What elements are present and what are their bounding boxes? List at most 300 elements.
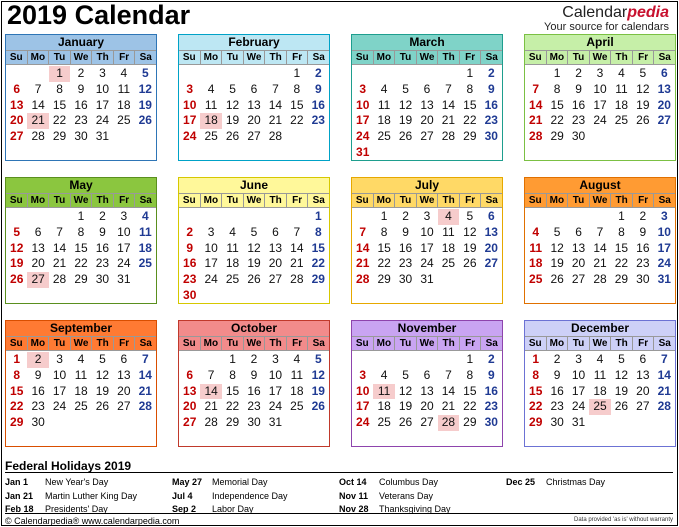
day-cell: 21 [441, 113, 456, 128]
day-cell: 4 [141, 209, 149, 223]
holiday-item [339, 503, 506, 517]
day-cell: 22 [225, 399, 240, 414]
weekday-label: Mo [27, 337, 49, 350]
day-cell: 22 [311, 256, 325, 271]
day-cell: 19 [138, 97, 152, 112]
day-cell: 24 [268, 399, 283, 414]
day-cell: 26 [138, 113, 152, 128]
day-cell: 1 [553, 66, 561, 80]
month-name: May [6, 178, 156, 193]
day-cell: 31 [657, 272, 671, 287]
day-cell: 16 [550, 383, 564, 398]
day-cell: 9 [250, 367, 258, 382]
day-cell: 10 [356, 97, 370, 112]
weekday-label: Tu [48, 337, 70, 350]
day-cell: 8 [532, 367, 540, 382]
day-cell: 24 [95, 113, 110, 128]
day-cell: 17 [657, 240, 671, 255]
day-cell: 14 [268, 97, 283, 112]
holiday-date: Nov 28 [339, 504, 369, 514]
weekday-label: We [416, 51, 438, 64]
day-cell: 10 [204, 240, 218, 255]
month-name: September [6, 321, 156, 336]
day-grid [525, 209, 675, 288]
day-cell: 25 [225, 272, 240, 287]
day-cell: 19 [247, 256, 261, 271]
weekday-label: Sa [134, 51, 156, 64]
month-february [178, 34, 330, 161]
day-cell: 15 [550, 97, 564, 112]
footer [5, 513, 673, 526]
month-january [5, 34, 157, 161]
day-cell: 18 [593, 383, 607, 398]
empty-day [200, 209, 221, 225]
day-cell: 13 [31, 240, 45, 255]
day-cell: 10 [593, 81, 607, 96]
weekday-label: Tu [567, 51, 589, 64]
day-cell: 9 [77, 81, 85, 96]
weekday-label: Mo [200, 51, 222, 64]
day-cell: 26 [247, 272, 261, 287]
weekday-header [525, 336, 675, 351]
weekday-header [179, 50, 329, 65]
day-cell: 28 [290, 272, 304, 287]
weekday-label: Mo [200, 194, 222, 207]
weekday-label: Th [91, 51, 113, 64]
day-cell: 3 [186, 81, 194, 96]
day-cell: 14 [138, 367, 152, 382]
holiday-name: Memorial Day [212, 477, 268, 487]
weekday-label: We [243, 194, 265, 207]
day-cell: 16 [484, 383, 498, 398]
day-cell: 4 [77, 352, 85, 366]
day-cell: 15 [10, 383, 24, 398]
weekday-label: Th [610, 337, 632, 350]
day-cell: 11 [117, 81, 131, 96]
day-cell: 8 [314, 224, 322, 239]
day-cell: 24 [204, 272, 218, 287]
weekday-label: Su [9, 338, 23, 349]
weekday-label: We [70, 337, 92, 350]
day-cell: 21 [657, 383, 671, 398]
day-cell: 24 [183, 129, 197, 144]
day-cell: 11 [593, 367, 607, 382]
day-cell: 7 [141, 352, 149, 366]
month-name: October [179, 321, 329, 336]
day-cell: 5 [402, 367, 409, 382]
day-cell: 20 [636, 383, 650, 398]
day-cell: 27 [420, 129, 434, 144]
day-cell: 3 [359, 81, 367, 96]
day-cell: 8 [553, 81, 561, 96]
day-cell: 24 [117, 256, 131, 271]
day-cell: 13 [420, 383, 434, 398]
day-cell: 15 [290, 97, 304, 112]
day-grid [179, 209, 329, 304]
empty-day [352, 352, 373, 368]
day-cell: 20 [571, 256, 586, 271]
day-cell: 26 [95, 399, 110, 414]
day-cell: 14 [31, 97, 45, 112]
day-cell: 22 [614, 256, 629, 271]
day-cell: 17 [204, 256, 218, 271]
holiday-column [506, 476, 673, 517]
day-cell: 11 [373, 384, 394, 400]
weekday-label: Fr [113, 51, 135, 64]
day-cell: 30 [74, 129, 88, 144]
day-cell: 8 [13, 367, 21, 382]
day-cell: 27 [247, 129, 261, 144]
holiday-date: Dec 25 [506, 477, 536, 487]
day-cell: 12 [550, 240, 564, 255]
empty-day [179, 209, 200, 225]
day-cell: 6 [120, 352, 128, 366]
day-cell: 16 [311, 97, 325, 112]
day-cell: 19 [463, 240, 477, 255]
day-cell: 4 [229, 224, 236, 239]
day-cell: 1 [532, 352, 540, 366]
empty-day [200, 66, 221, 82]
weekday-label: Tu [567, 194, 589, 207]
day-cell: 17 [117, 240, 131, 255]
day-cell: 11 [226, 240, 239, 255]
day-cell: 19 [225, 113, 240, 128]
day-cell: 1 [466, 352, 474, 366]
day-cell: 25 [441, 256, 456, 271]
empty-day [373, 66, 394, 82]
empty-day [6, 66, 27, 82]
day-cell: 2 [186, 224, 194, 239]
day-cell: 31 [268, 415, 283, 430]
weekday-label: Tu [394, 194, 416, 207]
day-cell: 10 [356, 383, 370, 398]
weekday-label: Fr [632, 194, 654, 207]
day-cell: 28 [268, 129, 283, 144]
weekday-label: Mo [373, 51, 395, 64]
holiday-name: New Year's Day [45, 477, 109, 487]
weekday-label: Su [182, 195, 196, 206]
day-cell: 13 [636, 367, 650, 382]
day-cell: 3 [596, 66, 604, 80]
day-cell: 20 [31, 256, 45, 271]
day-cell: 15 [529, 383, 543, 398]
day-cell: 18 [290, 383, 304, 398]
day-cell: 30 [484, 415, 498, 430]
day-cell: 7 [660, 352, 668, 366]
holiday-date: Jan 21 [5, 490, 34, 501]
page-title: 2019 Calendar [7, 0, 191, 30]
day-grid [352, 66, 502, 161]
day-cell: 20 [183, 399, 197, 414]
holiday-date: Sep 2 [172, 504, 197, 514]
day-cell: 8 [293, 81, 301, 96]
day-cell: 12 [138, 81, 152, 96]
brand-logo[interactable] [544, 5, 669, 34]
weekday-label: Mo [200, 337, 222, 350]
day-cell: 10 [571, 367, 586, 382]
day-cell: 7 [445, 367, 452, 382]
weekday-label: Th [610, 194, 632, 207]
day-cell: 2 [27, 352, 48, 368]
day-cell: 1 [293, 66, 301, 80]
day-cell: 31 [117, 272, 131, 287]
day-cell: 13 [268, 240, 283, 255]
empty-day [286, 209, 307, 225]
weekday-label: Tu [221, 51, 243, 64]
weekday-header [179, 193, 329, 208]
brand-name: Calendarpedia [562, 4, 669, 21]
empty-day [27, 209, 48, 225]
weekday-label: Tu [48, 194, 70, 207]
day-grid [179, 66, 329, 145]
weekday-label: Th [91, 337, 113, 350]
day-cell: 6 [487, 209, 495, 223]
weekday-label: Tu [394, 337, 416, 350]
day-cell: 16 [484, 97, 498, 112]
day-cell: 12 [614, 367, 629, 382]
holiday-date: Nov 11 [339, 490, 369, 501]
day-cell: 20 [10, 113, 24, 128]
day-cell: 16 [31, 383, 45, 398]
day-cell: 3 [359, 367, 367, 382]
day-cell: 19 [10, 256, 24, 271]
day-cell: 26 [398, 129, 413, 144]
month-name: March [352, 35, 502, 50]
day-cell: 25 [529, 272, 543, 287]
day-cell: 18 [529, 256, 543, 271]
day-cell: 2 [487, 66, 495, 80]
day-cell: 12 [10, 240, 24, 255]
day-cell: 29 [10, 415, 24, 430]
day-cell: 25 [204, 129, 218, 144]
day-cell: 22 [377, 256, 391, 271]
day-cell: 29 [529, 415, 543, 430]
day-grid [6, 66, 156, 145]
day-cell: 21 [52, 256, 67, 271]
day-cell: 20 [117, 383, 131, 398]
day-cell: 7 [272, 81, 279, 96]
empty-day [179, 66, 200, 82]
month-june [178, 177, 330, 304]
day-cell: 6 [639, 352, 647, 366]
day-cell: 21 [138, 383, 152, 398]
weekday-label: Fr [113, 194, 135, 207]
day-cell: 5 [229, 81, 236, 96]
day-grid [352, 352, 502, 431]
empty-day [438, 66, 459, 82]
day-cell: 28 [204, 415, 218, 430]
day-cell: 27 [183, 415, 197, 430]
weekday-label: We [243, 51, 265, 64]
day-cell: 3 [272, 352, 279, 366]
empty-day [352, 209, 373, 225]
weekday-header [179, 336, 329, 351]
weekday-label: Mo [27, 51, 49, 64]
day-cell: 2 [402, 209, 409, 223]
empty-day [179, 352, 200, 368]
holiday-item [5, 490, 172, 504]
weekday-label: Su [355, 52, 369, 63]
weekday-header [6, 193, 156, 208]
day-cell: 12 [247, 240, 261, 255]
day-cell: 10 [657, 224, 671, 239]
day-cell: 18 [74, 383, 88, 398]
day-cell: 1 [618, 209, 625, 223]
empty-day [395, 66, 416, 82]
day-cell: 24 [571, 399, 586, 414]
day-cell: 14 [200, 384, 221, 400]
holidays-title: Federal Holidays 2019 [5, 459, 673, 473]
weekday-label: We [243, 337, 265, 350]
day-cell: 11 [529, 240, 543, 255]
empty-day [373, 352, 394, 368]
day-cell: 15 [52, 97, 67, 112]
day-cell: 15 [225, 383, 240, 398]
weekday-label: Th [437, 51, 459, 64]
holiday-date: Feb 18 [5, 504, 34, 514]
day-cell: 31 [571, 415, 586, 430]
day-cell: 24 [593, 113, 607, 128]
day-cell: 28 [52, 272, 67, 287]
day-cell: 30 [247, 415, 261, 430]
empty-day [265, 66, 286, 82]
day-cell: 11 [74, 367, 88, 382]
day-cell: 23 [484, 113, 498, 128]
day-cell: 21 [356, 256, 370, 271]
day-cell: 11 [615, 81, 628, 96]
holiday-item [339, 490, 506, 504]
day-cell: 16 [95, 240, 110, 255]
weekday-label: Su [528, 338, 542, 349]
day-cell: 26 [463, 256, 477, 271]
day-cell: 22 [10, 399, 24, 414]
weekday-label: Th [264, 194, 286, 207]
day-cell: 28 [657, 399, 671, 414]
day-cell: 1 [229, 352, 236, 366]
day-cell: 11 [204, 97, 218, 112]
day-cell: 17 [183, 113, 197, 128]
day-cell: 17 [571, 383, 586, 398]
day-cell: 29 [311, 272, 325, 287]
day-cell: 19 [398, 399, 413, 414]
day-cell: 8 [77, 224, 85, 239]
day-cell: 8 [466, 367, 474, 382]
weekday-label: Mo [373, 194, 395, 207]
weekday-label: Su [182, 52, 196, 63]
day-cell: 4 [438, 209, 459, 225]
day-cell: 29 [550, 129, 564, 144]
weekday-label: Su [9, 52, 23, 63]
day-cell: 7 [359, 224, 367, 239]
holiday-item [5, 476, 172, 490]
day-cell: 23 [311, 113, 325, 128]
day-cell: 12 [636, 81, 650, 96]
day-cell: 14 [593, 240, 607, 255]
empty-day [6, 209, 27, 225]
weekday-label: Th [437, 194, 459, 207]
day-cell: 28 [356, 272, 370, 287]
day-cell: 20 [657, 97, 671, 112]
weekday-header [352, 336, 502, 351]
day-cell: 9 [186, 240, 194, 255]
day-cell: 5 [639, 66, 647, 80]
day-cell: 3 [660, 209, 668, 223]
weekday-label: Tu [567, 337, 589, 350]
holiday-name: Independence Day [212, 490, 288, 501]
holiday-date: Jul 4 [172, 490, 193, 501]
day-cell: 13 [10, 97, 24, 112]
day-cell: 12 [311, 367, 325, 382]
empty-day [546, 209, 567, 225]
day-cell: 4 [380, 81, 388, 96]
weekday-label: Mo [546, 51, 568, 64]
day-cell: 28 [441, 129, 456, 144]
holiday-column [5, 476, 172, 517]
holiday-item [172, 490, 339, 504]
day-cell: 25 [377, 415, 391, 430]
day-grid [6, 209, 156, 288]
day-cell: 18 [377, 399, 391, 414]
day-cell: 21 [268, 113, 283, 128]
day-cell: 21 [441, 399, 456, 414]
footer-copyright[interactable]: © Calendarpedia® www.calendarpedia.com [5, 516, 180, 526]
weekday-label: Fr [286, 51, 308, 64]
weekday-label: Sa [653, 337, 675, 350]
day-cell: 23 [95, 256, 110, 271]
day-cell: 4 [532, 224, 540, 239]
day-grid [6, 352, 156, 431]
empty-day [568, 209, 589, 225]
holiday-date: Jan 1 [5, 477, 29, 487]
weekday-label: Th [264, 51, 286, 64]
day-cell: 9 [99, 224, 106, 239]
day-cell: 5 [141, 66, 149, 80]
day-cell: 10 [52, 367, 67, 382]
day-cell: 9 [314, 81, 322, 96]
day-cell: 5 [314, 352, 322, 366]
holiday-date: Oct 14 [339, 477, 367, 487]
empty-day [49, 209, 70, 225]
day-cell: 14 [657, 367, 671, 382]
day-cell: 28 [438, 415, 459, 431]
month-name: February [179, 35, 329, 50]
day-cell: 16 [74, 97, 88, 112]
holiday-column [339, 476, 506, 517]
day-cell: 29 [614, 272, 629, 287]
day-cell: 28 [31, 129, 45, 144]
weekday-label: Su [528, 52, 542, 63]
day-cell: 5 [99, 352, 106, 366]
month-november [351, 320, 503, 447]
day-cell: 4 [120, 66, 128, 80]
day-cell: 7 [56, 224, 63, 239]
day-cell: 23 [550, 399, 564, 414]
day-cell: 2 [77, 66, 85, 80]
day-cell: 12 [225, 97, 240, 112]
empty-day [589, 209, 610, 225]
weekday-label: Tu [221, 194, 243, 207]
day-cell: 26 [636, 113, 650, 128]
holiday-name: Thanksgiving Day [379, 504, 451, 514]
day-cell: 6 [13, 81, 21, 96]
day-cell: 30 [571, 129, 586, 144]
day-cell: 26 [550, 272, 564, 287]
month-name: July [352, 178, 502, 193]
day-grid [352, 209, 502, 288]
day-cell: 26 [10, 272, 24, 287]
empty-day [243, 66, 264, 82]
day-cell: 3 [575, 352, 582, 366]
